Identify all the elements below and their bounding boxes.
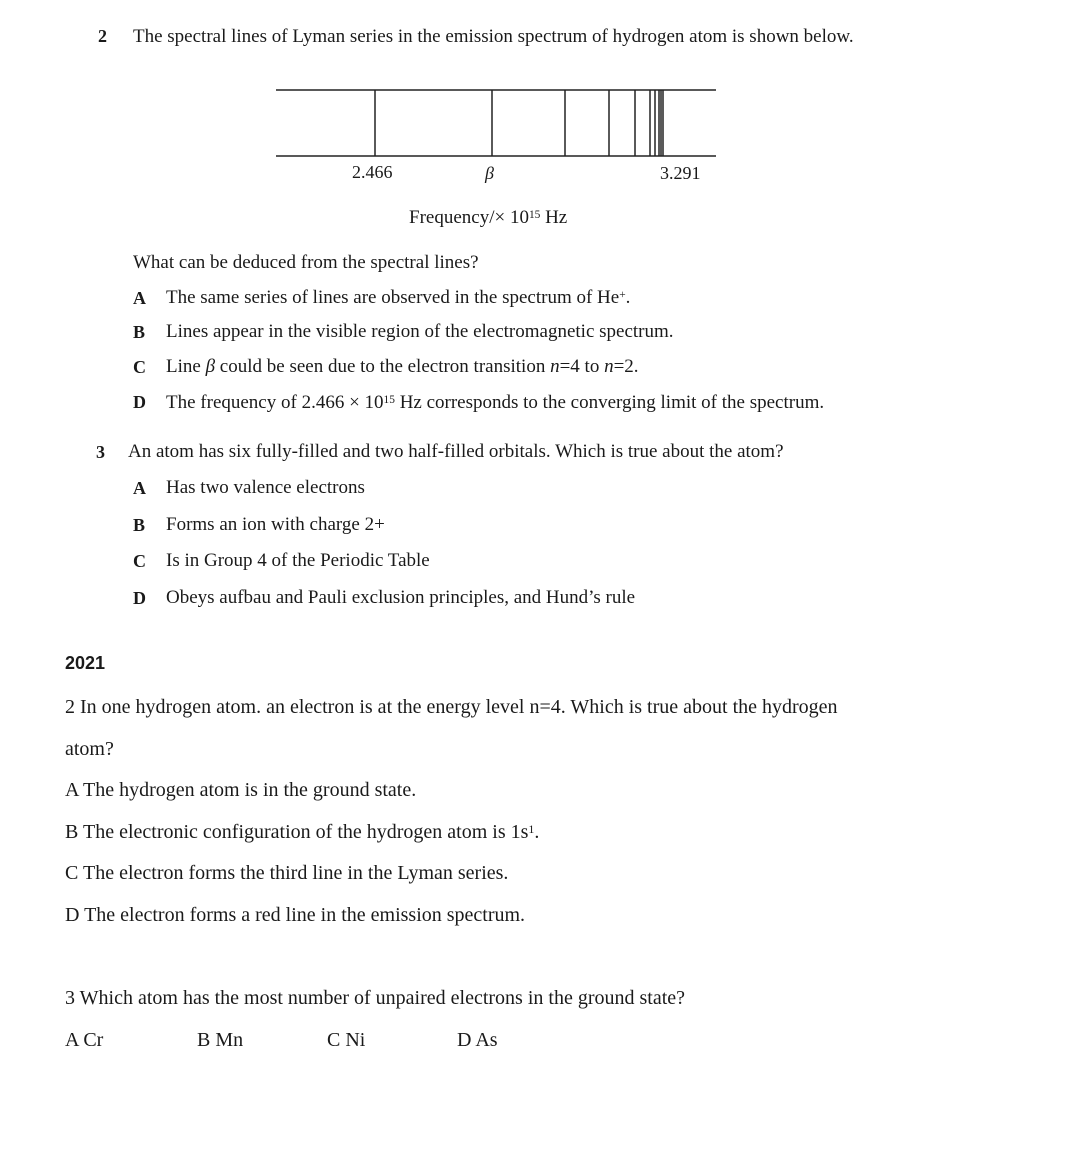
question-stem-continued: atom? (65, 738, 114, 760)
option-c-text: Is in Group 4 of the Periodic Table (166, 550, 430, 571)
option-letter: A (133, 288, 146, 308)
question-number: 3 (96, 442, 105, 462)
question-stem: The spectral lines of Lyman series in the emission spectrum of hydrogen atom is shown below. (133, 26, 854, 47)
question-number: 2 (98, 26, 107, 46)
tick-label-3291: 3.291 (660, 163, 701, 183)
option-a-text: A The hydrogen atom is in the ground state. (65, 779, 417, 801)
option-d-text: Obeys aufbau and Pauli exclusion principles, and Hund’s rule (166, 587, 636, 608)
option-b-text: Lines appear in the visible region of the electromagnetic spectrum. (166, 321, 674, 342)
option-letter: C (133, 357, 146, 377)
question-stem: An atom has six fully-filled and two half-filled orbitals. Which is true about the atom? (128, 441, 784, 462)
question-stem: 3 Which atom has the most number of unpaired electrons in the ground state? (65, 987, 686, 1009)
option-a-text: Has two valence electrons (166, 477, 365, 498)
option-letter: D (133, 392, 146, 412)
option-d-text: D The electron forms a red line in the emission spectrum. (65, 904, 526, 926)
option-letter: A (133, 478, 146, 498)
tick-label-2466: 2.466 (352, 162, 393, 182)
option-letter: B (133, 515, 146, 535)
option-letter: B (133, 322, 146, 342)
option-b-text: B Mn (197, 1029, 244, 1051)
option-c-text: C The electron forms the third line in the Lyman series. (65, 862, 509, 884)
option-a-text: A Cr (65, 1029, 104, 1051)
option-b-text: B The electronic configuration of the hydrogen atom is $1s^1$. (65, 821, 540, 843)
lyman-spectrum-figure (0, 0, 1080, 240)
option-letter: C (133, 551, 146, 571)
axis-label: Frequency/× $10^{15}$ Hz (409, 207, 568, 228)
option-b-text: Forms an ion with charge 2+ (166, 514, 385, 535)
option-d-text: The frequency of $2.466 \times 10^{15}$ Hz corresponds to the converging limit of the spectrum. (166, 392, 825, 413)
year-heading: 2021 (65, 653, 106, 673)
question-prompt: What can be deduced from the spectral lines? (133, 252, 479, 273)
option-a-text: The same series of lines are observed in the spectrum of He+. (166, 287, 631, 308)
option-c-text: Line β could be seen due to the electron transition n=4 to n=2. (166, 356, 639, 377)
tick-label-beta: β (485, 163, 494, 183)
option-d-text: D As (457, 1029, 498, 1051)
question-stem: 2 In one hydrogen atom. an electron is at the energy level n=4. Which is true about the hydrogen (65, 696, 838, 718)
option-c-text: C Ni (327, 1029, 366, 1051)
option-letter: D (133, 588, 146, 608)
